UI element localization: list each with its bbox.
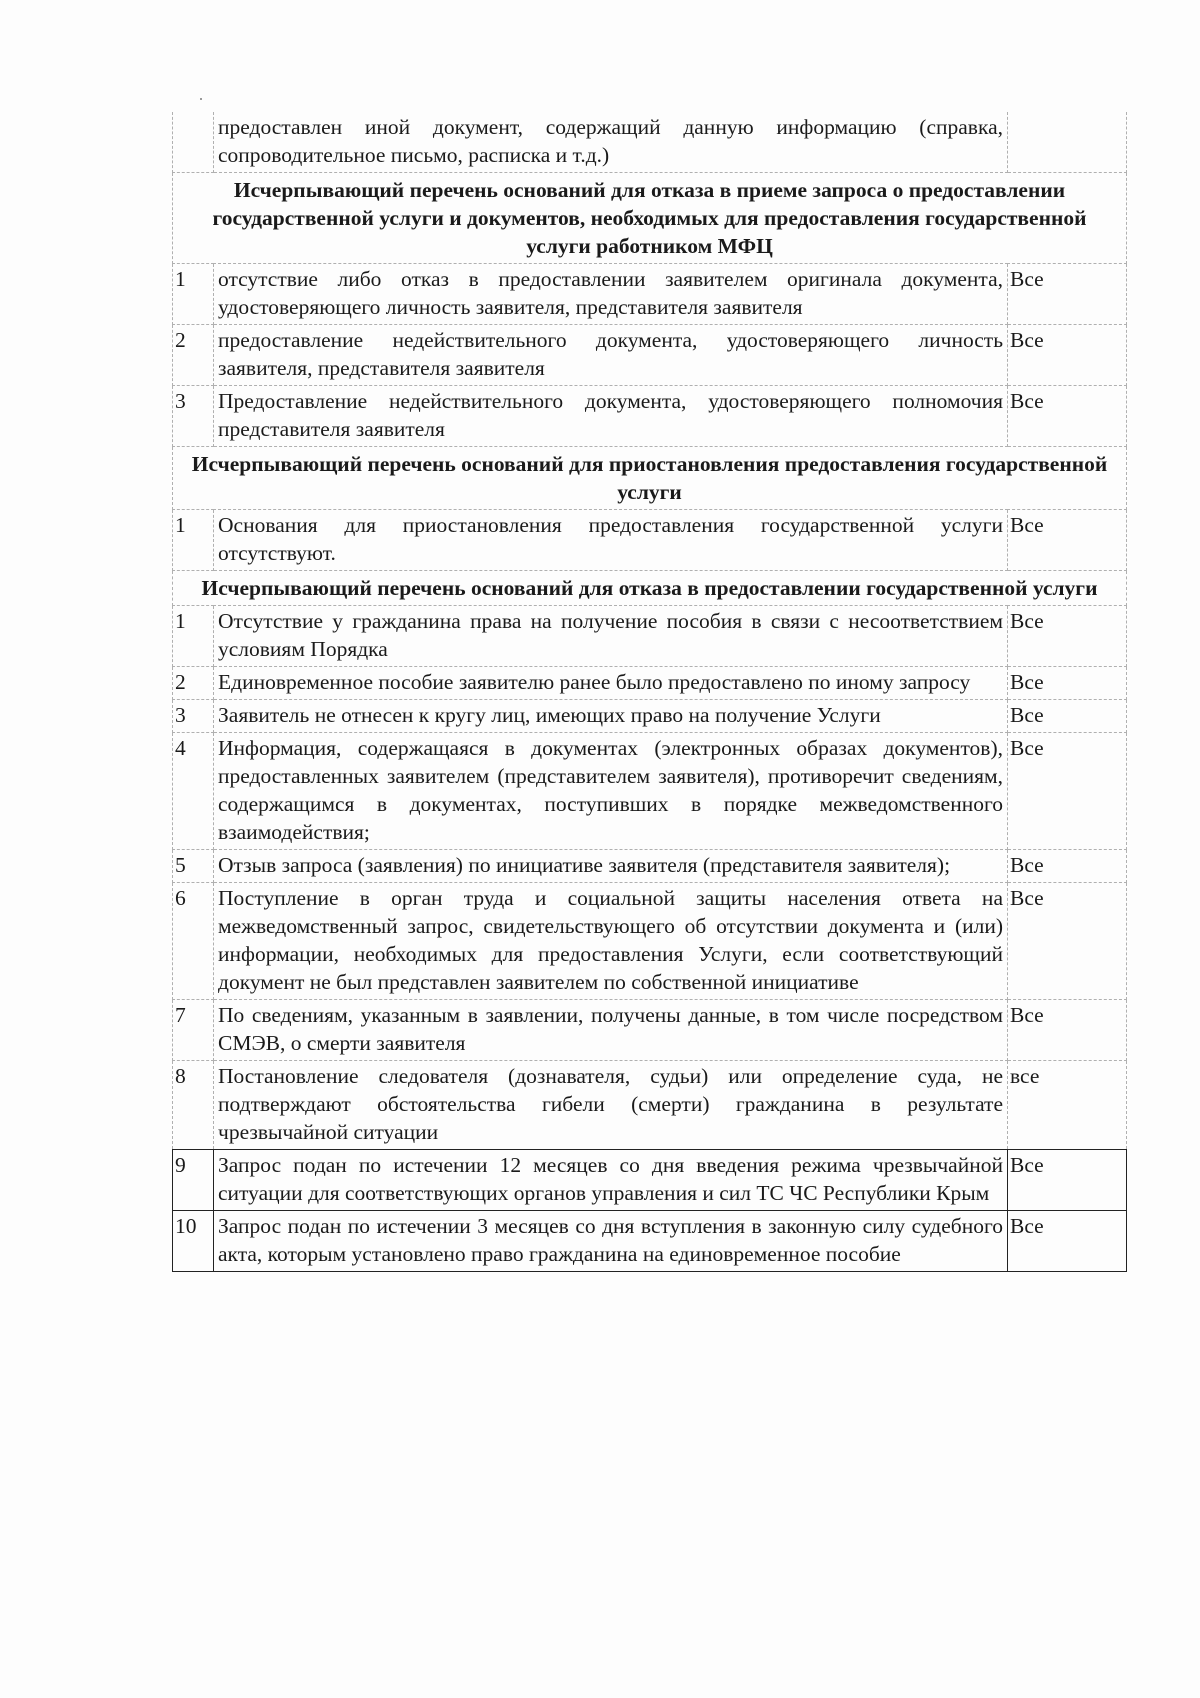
applies-to: Все bbox=[1008, 325, 1127, 386]
section-title: Исчерпывающий перечень оснований для отказа в приеме запроса о предоставлении государственной услуги и документов, необходимых для предоставления государственной услуги работником МФЦ bbox=[173, 173, 1127, 264]
table-row bbox=[173, 325, 1127, 386]
row-number: 2 bbox=[173, 325, 214, 386]
table-row bbox=[173, 510, 1127, 571]
row-number: 9 bbox=[173, 1150, 214, 1211]
section-header-row bbox=[173, 173, 1127, 264]
row-number: 6 bbox=[173, 883, 214, 1000]
row-number: 1 bbox=[173, 264, 214, 325]
applies-to: Все bbox=[1008, 264, 1127, 325]
applies-to: Все bbox=[1008, 733, 1127, 850]
table-row bbox=[173, 1150, 1127, 1211]
continuation-row bbox=[173, 112, 1127, 173]
ground-text: Отзыв запроса (заявления) по инициативе заявителя (представителя заявителя); bbox=[214, 850, 1008, 883]
table-row bbox=[173, 606, 1127, 667]
table-row bbox=[173, 733, 1127, 850]
ground-text: Единовременное пособие заявителю ранее было предоставлено по иному запросу bbox=[214, 667, 1008, 700]
ground-text: Заявитель не отнесен к кругу лиц, имеющих право на получение Услуги bbox=[214, 700, 1008, 733]
row-number: 1 bbox=[173, 510, 214, 571]
row-number: 4 bbox=[173, 733, 214, 850]
row-number: 2 bbox=[173, 667, 214, 700]
row-number: 1 bbox=[173, 606, 214, 667]
row-number: 10 bbox=[173, 1211, 214, 1272]
ground-text: Предоставление недействительного документа, удостоверяющего полномочия представителя заявителя bbox=[214, 386, 1008, 447]
applies-to: Все bbox=[1008, 700, 1127, 733]
table-row bbox=[173, 264, 1127, 325]
applies-to bbox=[1008, 112, 1127, 173]
applies-to: Все bbox=[1008, 386, 1127, 447]
scan-speck bbox=[200, 98, 202, 100]
ground-text: предоставлен иной документ, содержащий данную информацию (справка, сопроводительное письмо, расписка и т.д.) bbox=[214, 112, 1008, 173]
applies-to: Все bbox=[1008, 1000, 1127, 1061]
table-row bbox=[173, 883, 1127, 1000]
row-number: 5 bbox=[173, 850, 214, 883]
ground-text: Информация, содержащаяся в документах (электронных образах документов), предоставленных заявителем (представителем заявителя), противоречит сведениям, содержащимся в документах, поступивших в порядке межведомственного взаимодействия; bbox=[214, 733, 1008, 850]
table-row bbox=[173, 850, 1127, 883]
applies-to: Все bbox=[1008, 606, 1127, 667]
row-number: 3 bbox=[173, 700, 214, 733]
grounds-table bbox=[172, 112, 1127, 1272]
table-row bbox=[173, 700, 1127, 733]
section-header-row bbox=[173, 571, 1127, 606]
row-number bbox=[173, 112, 214, 173]
applies-to: все bbox=[1008, 1061, 1127, 1150]
grounds-table-body bbox=[173, 112, 1127, 1272]
table-row bbox=[173, 386, 1127, 447]
ground-text: Поступление в орган труда и социальной защиты населения ответа на межведомственный запрос, свидетельствующего об отсутствии документа и (или) информации, необходимых для предоставления Услуги, если соответствующий документ не был представлен заявителем по собственной инициативе bbox=[214, 883, 1008, 1000]
table-row bbox=[173, 1061, 1127, 1150]
section-header-row bbox=[173, 447, 1127, 510]
ground-text: Постановление следователя (дознавателя, судьи) или определение суда, не подтверждают обстоятельства гибели (смерти) гражданина в результате чрезвычайной ситуации bbox=[214, 1061, 1008, 1150]
ground-text: По сведениям, указанным в заявлении, получены данные, в том числе посредством СМЭВ, о смерти заявителя bbox=[214, 1000, 1008, 1061]
applies-to: Все bbox=[1008, 667, 1127, 700]
ground-text: Основания для приостановления предоставления государственной услуги отсутствуют. bbox=[214, 510, 1008, 571]
row-number: 8 bbox=[173, 1061, 214, 1150]
applies-to: Все bbox=[1008, 1150, 1127, 1211]
applies-to: Все bbox=[1008, 510, 1127, 571]
row-number: 7 bbox=[173, 1000, 214, 1061]
applies-to: Все bbox=[1008, 850, 1127, 883]
section-title: Исчерпывающий перечень оснований для отказа в предоставлении государственной услуги bbox=[173, 571, 1127, 606]
document-content bbox=[172, 112, 1127, 1272]
table-row bbox=[173, 1211, 1127, 1272]
ground-text: Запрос подан по истечении 12 месяцев со дня введения режима чрезвычайной ситуации для соответствующих органов управления и сил ТС ЧС Республики Крым bbox=[214, 1150, 1008, 1211]
table-row bbox=[173, 1000, 1127, 1061]
applies-to: Все bbox=[1008, 1211, 1127, 1272]
ground-text: Отсутствие у гражданина права на получение пособия в связи с несоответствием условиям Порядка bbox=[214, 606, 1008, 667]
ground-text: Запрос подан по истечении 3 месяцев со дня вступления в законную силу судебного акта, которым установлено право гражданина на единовременное пособие bbox=[214, 1211, 1008, 1272]
ground-text: предоставление недействительного документа, удостоверяющего личность заявителя, представителя заявителя bbox=[214, 325, 1008, 386]
section-title: Исчерпывающий перечень оснований для приостановления предоставления государственной услуги bbox=[173, 447, 1127, 510]
ground-text: отсутствие либо отказ в предоставлении заявителем оригинала документа, удостоверяющего личность заявителя, представителя заявителя bbox=[214, 264, 1008, 325]
row-number: 3 bbox=[173, 386, 214, 447]
applies-to: Все bbox=[1008, 883, 1127, 1000]
table-row bbox=[173, 667, 1127, 700]
